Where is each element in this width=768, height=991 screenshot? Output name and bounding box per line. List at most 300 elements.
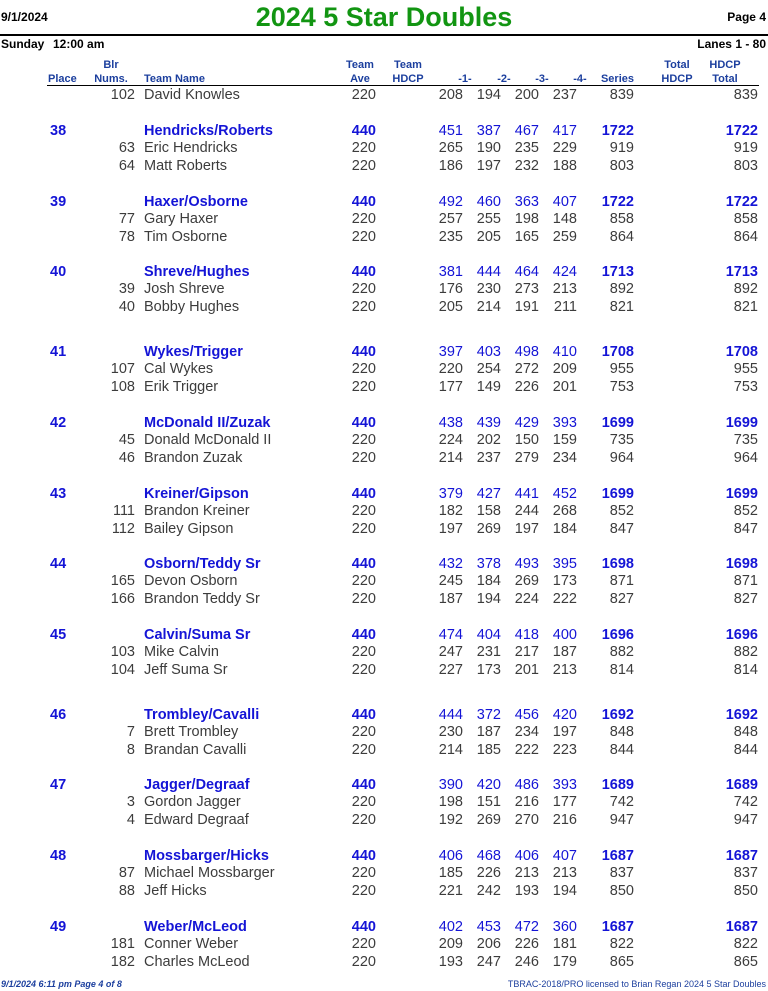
bowler-num: 64 xyxy=(118,158,135,174)
team-place: 41 xyxy=(50,344,67,360)
bowler-g1: 182 xyxy=(438,503,463,519)
bowler-hdcp-total: 919 xyxy=(733,140,758,156)
bowler-g3: 200 xyxy=(514,87,539,103)
header-divider xyxy=(0,34,768,36)
bowler-g4: 159 xyxy=(552,432,577,448)
bowler-ave: 220 xyxy=(351,158,376,174)
team-series: 1699 xyxy=(601,415,634,431)
team-name: Hendricks/Roberts xyxy=(144,123,273,139)
bowler-row xyxy=(0,572,768,590)
bowler-series: 871 xyxy=(609,573,634,589)
col-team-hdcp-line1: Team xyxy=(394,59,422,71)
bowler-series: 821 xyxy=(609,299,634,315)
team-ave: 440 xyxy=(351,415,376,431)
team-g2: 427 xyxy=(476,486,501,502)
bowler-g3: 201 xyxy=(514,662,539,678)
team-row xyxy=(0,847,768,865)
col-place: Place xyxy=(48,73,77,85)
bowler-series: 753 xyxy=(609,379,634,395)
bowler-num: 103 xyxy=(110,644,135,660)
bowler-ave: 220 xyxy=(351,662,376,678)
team-g3: 456 xyxy=(514,707,539,723)
bowler-row xyxy=(0,378,768,396)
bowler-name: Eric Hendricks xyxy=(144,140,238,156)
bowler-row xyxy=(0,590,768,608)
bowler-g4: 188 xyxy=(552,158,577,174)
bowler-g2: 194 xyxy=(476,87,501,103)
bowler-ave: 220 xyxy=(351,281,376,297)
bowler-g1: 247 xyxy=(438,644,463,660)
bowler-name: Conner Weber xyxy=(144,936,239,952)
col-team-name: Team Name xyxy=(144,73,205,85)
team-series: 1689 xyxy=(601,777,634,793)
bowler-series: 827 xyxy=(609,591,634,607)
team-g1: 397 xyxy=(438,344,463,360)
team-series: 1699 xyxy=(601,486,634,502)
bowler-row xyxy=(0,210,768,228)
bowler-name: Brett Trombley xyxy=(144,724,239,740)
bowler-num: 181 xyxy=(110,936,135,952)
team-g2: 372 xyxy=(476,707,501,723)
bowler-name: David Knowles xyxy=(144,87,240,103)
team-g3: 464 xyxy=(514,264,539,280)
team-row xyxy=(0,918,768,936)
bowler-g3: 150 xyxy=(514,432,539,448)
team-name: Jagger/Degraaf xyxy=(144,777,250,793)
col-hdcp-total xyxy=(704,58,746,86)
bowler-series: 814 xyxy=(609,662,634,678)
team-place: 39 xyxy=(50,194,67,210)
team-series: 1722 xyxy=(601,194,634,210)
bowler-ave: 220 xyxy=(351,954,376,970)
col-team-ave-line1: Team xyxy=(346,59,374,71)
team-g4: 407 xyxy=(552,848,577,864)
bowler-g2: 206 xyxy=(476,936,501,952)
bowler-num: 111 xyxy=(112,503,135,519)
bowler-g1: 209 xyxy=(438,936,463,952)
team-g1: 402 xyxy=(438,919,463,935)
bowler-num: 63 xyxy=(118,140,135,156)
bowler-g3: 272 xyxy=(514,361,539,377)
bowler-hdcp-total: 847 xyxy=(733,521,758,537)
bowler-g2: 226 xyxy=(476,865,501,881)
bowler-g4: 268 xyxy=(552,503,577,519)
bowler-row xyxy=(0,723,768,741)
team-hdcp-total: 1696 xyxy=(725,627,758,643)
bowler-g2: 242 xyxy=(476,883,501,899)
bowler-series: 955 xyxy=(609,361,634,377)
bowler-g2: 202 xyxy=(476,432,501,448)
team-series: 1722 xyxy=(601,123,634,139)
team-g4: 400 xyxy=(552,627,577,643)
team-g2: 403 xyxy=(476,344,501,360)
bowler-num: 4 xyxy=(126,812,135,828)
bowler-g1: 176 xyxy=(438,281,463,297)
bowler-series: 919 xyxy=(609,140,634,156)
bowler-name: Jeff Hicks xyxy=(144,883,207,899)
team-g4: 360 xyxy=(552,919,577,935)
bowler-g1: 186 xyxy=(438,158,463,174)
bowler-row xyxy=(0,360,768,378)
bowler-g4: 197 xyxy=(552,724,577,740)
team-g2: 387 xyxy=(476,123,501,139)
session-time: 12:00 am xyxy=(53,37,105,51)
team-g3: 418 xyxy=(514,627,539,643)
team-g3: 493 xyxy=(514,556,539,572)
bowler-ave: 220 xyxy=(351,883,376,899)
team-g3: 486 xyxy=(514,777,539,793)
lanes-range: Lanes 1 - 80 xyxy=(697,37,766,51)
bowler-hdcp-total: 821 xyxy=(733,299,758,315)
bowler-series: 882 xyxy=(609,644,634,660)
bowler-num: 7 xyxy=(126,724,135,740)
bowler-hdcp-total: 858 xyxy=(733,211,758,227)
bowler-row xyxy=(0,661,768,679)
team-g1: 438 xyxy=(438,415,463,431)
bowler-g3: 226 xyxy=(514,936,539,952)
bowler-hdcp-total: 892 xyxy=(733,281,758,297)
bowler-hdcp-total: 753 xyxy=(733,379,758,395)
bowler-row xyxy=(0,935,768,953)
bowler-series: 735 xyxy=(609,432,634,448)
team-hdcp-total: 1708 xyxy=(725,344,758,360)
team-series: 1708 xyxy=(601,344,634,360)
bowler-hdcp-total: 955 xyxy=(733,361,758,377)
team-name: McDonald II/Zuzak xyxy=(144,415,271,431)
bowler-g2: 269 xyxy=(476,812,501,828)
bowler-g1: 265 xyxy=(438,140,463,156)
bowler-ave: 220 xyxy=(351,644,376,660)
bowler-num: 165 xyxy=(110,573,135,589)
bowler-name: Erik Trigger xyxy=(144,379,219,395)
col-blr-nums-line1: Blr xyxy=(103,59,119,71)
team-hdcp-total: 1713 xyxy=(725,264,758,280)
bowler-g2: 149 xyxy=(476,379,501,395)
bowler-num: 182 xyxy=(110,954,135,970)
bowler-g2: 237 xyxy=(476,450,501,466)
bowler-g4: 194 xyxy=(552,883,577,899)
bowler-num: 40 xyxy=(118,299,135,315)
bowler-hdcp-total: 882 xyxy=(733,644,758,660)
team-g3: 429 xyxy=(514,415,539,431)
bowler-g2: 205 xyxy=(476,229,501,245)
col-team-hdcp-line2: HDCP xyxy=(392,73,424,85)
bowler-g2: 187 xyxy=(476,724,501,740)
bowler-hdcp-total: 852 xyxy=(733,503,758,519)
bowler-row xyxy=(0,280,768,298)
bowler-g3: 224 xyxy=(514,591,539,607)
team-g1: 379 xyxy=(438,486,463,502)
team-g1: 474 xyxy=(438,627,463,643)
bowler-g2: 158 xyxy=(476,503,501,519)
bowler-hdcp-total: 803 xyxy=(733,158,758,174)
bowler-g3: 197 xyxy=(514,521,539,537)
team-ave: 440 xyxy=(351,264,376,280)
team-g4: 417 xyxy=(552,123,577,139)
bowler-num: 78 xyxy=(118,229,135,245)
bowler-hdcp-total: 848 xyxy=(733,724,758,740)
bowler-name: Jeff Suma Sr xyxy=(144,662,228,678)
team-g4: 393 xyxy=(552,415,577,431)
bowler-name: Tim Osborne xyxy=(144,229,228,245)
page-number: Page 4 xyxy=(727,10,766,24)
team-hdcp-total: 1699 xyxy=(725,415,758,431)
bowler-g3: 198 xyxy=(514,211,539,227)
bowler-g2: 185 xyxy=(476,742,501,758)
team-g3: 472 xyxy=(514,919,539,935)
team-g4: 395 xyxy=(552,556,577,572)
bowler-g2: 214 xyxy=(476,299,501,315)
bowler-g2: 255 xyxy=(476,211,501,227)
bowler-g4: 216 xyxy=(552,812,577,828)
col-total-hdcp xyxy=(656,58,698,86)
bowler-g1: 224 xyxy=(438,432,463,448)
team-g4: 410 xyxy=(552,344,577,360)
bowler-ave: 220 xyxy=(351,299,376,315)
bowler-g1: 197 xyxy=(438,521,463,537)
bowler-series: 850 xyxy=(609,883,634,899)
team-name: Trombley/Cavalli xyxy=(144,707,260,723)
team-hdcp-total: 1687 xyxy=(725,919,758,935)
bowler-g4: 237 xyxy=(552,87,577,103)
bowler-row xyxy=(0,741,768,759)
team-place: 45 xyxy=(50,627,67,643)
bowler-row xyxy=(0,228,768,246)
col-series: Series xyxy=(600,73,634,85)
bowler-g4: 181 xyxy=(552,936,577,952)
bowler-g2: 173 xyxy=(476,662,501,678)
bowler-hdcp-total: 827 xyxy=(733,591,758,607)
bowler-name: Bobby Hughes xyxy=(144,299,240,315)
team-g4: 393 xyxy=(552,777,577,793)
bowler-hdcp-total: 844 xyxy=(733,742,758,758)
bowler-g1: 257 xyxy=(438,211,463,227)
bowler-g4: 213 xyxy=(552,281,577,297)
bowler-num: 112 xyxy=(111,521,135,537)
bowler-g2: 197 xyxy=(476,158,501,174)
bowler-name: Gordon Jagger xyxy=(144,794,241,810)
team-ave: 440 xyxy=(351,486,376,502)
team-g2: 444 xyxy=(476,264,501,280)
team-name: Weber/McLeod xyxy=(144,919,247,935)
bowler-row xyxy=(0,811,768,829)
team-ave: 440 xyxy=(351,627,376,643)
bowler-row xyxy=(0,157,768,175)
team-row xyxy=(0,122,768,140)
team-g1: 432 xyxy=(438,556,463,572)
bowler-g4: 201 xyxy=(552,379,577,395)
bowler-name: Brandon Teddy Sr xyxy=(144,591,260,607)
bowler-g4: 223 xyxy=(552,742,577,758)
team-g2: 460 xyxy=(476,194,501,210)
team-hdcp-total: 1692 xyxy=(725,707,758,723)
bowler-name: Matt Roberts xyxy=(144,158,227,174)
bowler-g3: 273 xyxy=(514,281,539,297)
bowler-hdcp-total: 814 xyxy=(733,662,758,678)
bowler-ave: 220 xyxy=(351,591,376,607)
bowler-ave: 220 xyxy=(351,379,376,395)
col-team-ave-line2: Ave xyxy=(350,73,370,85)
bowler-num: 45 xyxy=(118,432,135,448)
bowler-ave: 220 xyxy=(351,87,376,103)
col-total-hdcp-line2: HDCP xyxy=(661,73,693,85)
team-name: Wykes/Trigger xyxy=(144,344,243,360)
bowler-g3: 222 xyxy=(514,742,539,758)
team-g3: 441 xyxy=(514,486,539,502)
bowler-hdcp-total: 850 xyxy=(733,883,758,899)
report-title: 2024 5 Star Doubles xyxy=(255,2,513,32)
bowler-series: 858 xyxy=(609,211,634,227)
bowler-name: Josh Shreve xyxy=(144,281,225,297)
footer-print-info: 9/1/2024 6:11 pm Page 4 of 8 xyxy=(1,979,122,989)
team-name: Calvin/Suma Sr xyxy=(144,627,251,643)
team-row xyxy=(0,263,768,281)
team-ave: 440 xyxy=(351,777,376,793)
bowler-num: 3 xyxy=(126,794,135,810)
bowler-row xyxy=(0,793,768,811)
team-g3: 406 xyxy=(514,848,539,864)
bowler-g4: 234 xyxy=(552,450,577,466)
bowler-g2: 184 xyxy=(476,573,501,589)
bowler-g1: 245 xyxy=(438,573,463,589)
report-date: 9/1/2024 xyxy=(1,10,48,24)
bowler-g1: 230 xyxy=(438,724,463,740)
team-hdcp-total: 1722 xyxy=(725,194,758,210)
team-hdcp-total: 1722 xyxy=(725,123,758,139)
col-blr-nums-line2: Nums. xyxy=(94,73,128,85)
team-g3: 363 xyxy=(514,194,539,210)
bowler-g4: 179 xyxy=(552,954,577,970)
col-game-4: -4- xyxy=(573,73,587,85)
team-name: Shreve/Hughes xyxy=(144,264,250,280)
bowler-row xyxy=(0,449,768,467)
bowler-hdcp-total: 865 xyxy=(733,954,758,970)
bowler-row xyxy=(0,86,768,104)
bowler-series: 839 xyxy=(609,87,634,103)
team-hdcp-total: 1699 xyxy=(725,486,758,502)
bowler-g2: 269 xyxy=(476,521,501,537)
team-row xyxy=(0,776,768,794)
bowler-g2: 230 xyxy=(476,281,501,297)
bowler-g1: 214 xyxy=(438,742,463,758)
bowler-series: 844 xyxy=(609,742,634,758)
bowler-num: 102 xyxy=(110,87,135,103)
team-row xyxy=(0,626,768,644)
team-ave: 440 xyxy=(351,848,376,864)
bowler-hdcp-total: 864 xyxy=(733,229,758,245)
bowler-g1: 214 xyxy=(438,450,463,466)
team-row xyxy=(0,555,768,573)
bowler-g3: 193 xyxy=(514,883,539,899)
team-row xyxy=(0,706,768,724)
bowler-g3: 232 xyxy=(514,158,539,174)
bowler-g4: 222 xyxy=(552,591,577,607)
team-g3: 498 xyxy=(514,344,539,360)
bowler-name: Gary Haxer xyxy=(144,211,219,227)
bowler-hdcp-total: 947 xyxy=(733,812,758,828)
bowler-g1: 198 xyxy=(438,794,463,810)
bowler-hdcp-total: 822 xyxy=(733,936,758,952)
bowler-series: 864 xyxy=(609,229,634,245)
team-g2: 468 xyxy=(476,848,501,864)
bowler-name: Charles McLeod xyxy=(144,954,250,970)
team-place: 46 xyxy=(50,707,67,723)
team-name: Kreiner/Gipson xyxy=(144,486,249,502)
bowler-g3: 216 xyxy=(514,794,539,810)
bowler-g4: 173 xyxy=(552,573,577,589)
bowler-g1: 208 xyxy=(438,87,463,103)
bowler-g1: 193 xyxy=(438,954,463,970)
team-place: 40 xyxy=(50,264,67,280)
team-ave: 440 xyxy=(351,556,376,572)
bowler-ave: 220 xyxy=(351,521,376,537)
team-place: 48 xyxy=(50,848,67,864)
col-blr-nums xyxy=(92,58,130,86)
team-g1: 381 xyxy=(438,264,463,280)
col-hdcp-total-line2: Total xyxy=(712,73,738,85)
team-g4: 420 xyxy=(552,707,577,723)
bowler-g3: 246 xyxy=(514,954,539,970)
bowler-ave: 220 xyxy=(351,432,376,448)
bowler-ave: 220 xyxy=(351,229,376,245)
team-row xyxy=(0,193,768,211)
bowler-ave: 220 xyxy=(351,503,376,519)
bowler-series: 892 xyxy=(609,281,634,297)
bowler-hdcp-total: 839 xyxy=(733,87,758,103)
team-g2: 439 xyxy=(476,415,501,431)
bowler-num: 46 xyxy=(118,450,135,466)
bowler-name: Bailey Gipson xyxy=(144,521,234,537)
col-game-2: -2- xyxy=(497,73,511,85)
bowler-name: Brandon Kreiner xyxy=(144,503,250,519)
bowler-g4: 177 xyxy=(552,794,577,810)
bowler-row xyxy=(0,882,768,900)
bowler-g4: 209 xyxy=(552,361,577,377)
bowler-g3: 226 xyxy=(514,379,539,395)
bowler-series: 964 xyxy=(609,450,634,466)
bowler-name: Brandan Cavalli xyxy=(144,742,247,758)
bowler-g4: 259 xyxy=(552,229,577,245)
bowler-row xyxy=(0,953,768,971)
team-g2: 378 xyxy=(476,556,501,572)
bowler-num: 77 xyxy=(118,211,135,227)
bowler-ave: 220 xyxy=(351,936,376,952)
bowler-num: 108 xyxy=(110,379,135,395)
bowler-series: 865 xyxy=(609,954,634,970)
team-series: 1698 xyxy=(601,556,634,572)
bowler-hdcp-total: 742 xyxy=(733,794,758,810)
bowler-series: 848 xyxy=(609,724,634,740)
bowler-ave: 220 xyxy=(351,361,376,377)
team-series: 1713 xyxy=(601,264,634,280)
bowler-g1: 177 xyxy=(438,379,463,395)
bowler-g2: 190 xyxy=(476,140,501,156)
team-g1: 451 xyxy=(438,123,463,139)
bowler-ave: 220 xyxy=(351,573,376,589)
bowler-num: 104 xyxy=(110,662,135,678)
bowler-ave: 220 xyxy=(351,450,376,466)
bowler-series: 742 xyxy=(609,794,634,810)
bowler-g3: 244 xyxy=(514,503,539,519)
bowler-ave: 220 xyxy=(351,140,376,156)
col-total-hdcp-line1: Total xyxy=(664,59,690,71)
bowler-g3: 165 xyxy=(514,229,539,245)
team-series: 1687 xyxy=(601,919,634,935)
bowler-g3: 191 xyxy=(514,299,539,315)
bowler-name: Michael Mossbarger xyxy=(144,865,275,881)
bowler-num: 166 xyxy=(110,591,135,607)
team-g4: 424 xyxy=(552,264,577,280)
